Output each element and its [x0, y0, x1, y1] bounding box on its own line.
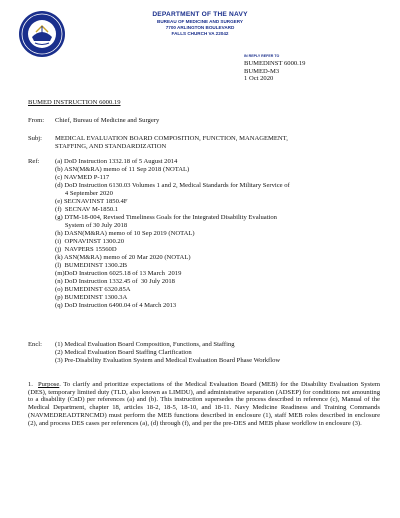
- purpose-number: 1.: [28, 381, 33, 388]
- ref-line: (n) DoD Instruction 1332.45 of 30 July 2018: [55, 278, 175, 285]
- letterhead-org: DEPARTMENT OF THE NAVY: [152, 11, 248, 18]
- encl-line: (2) Medical Evaluation Board Staffing Clarification: [55, 349, 192, 356]
- subj-line: MEDICAL EVALUATION BOARD COMPOSITION, FUNCTION, MANAGEMENT,: [55, 135, 288, 142]
- ssic-line: BUMED-M3: [244, 67, 280, 75]
- ref-line: System of 30 July 2018: [55, 222, 128, 229]
- ref-label: Ref:: [28, 158, 40, 165]
- encl-line: (3) Pre-Disability Evaluation System and Medical Evaluation Board Phase Workflow: [55, 357, 281, 364]
- subj-label: Subj:: [28, 135, 42, 142]
- letterhead-city: FALLS CHURCH VA 22042: [171, 31, 229, 36]
- ref-line: 4 September 2020: [55, 190, 113, 197]
- encl-line: (1) Medical Evaluation Board Composition, Functions, and Staffing: [55, 341, 235, 348]
- ref-line: (k) ASN(M&RA) memo of 20 Mar 2020 (NOTAL): [55, 254, 191, 261]
- ref-line: (p) BUMEDINST 1300.3A: [55, 294, 128, 301]
- ref-line: (i) OPNAVINST 1300.20: [55, 238, 124, 245]
- ssic-line: 1 Oct 2020: [244, 75, 274, 82]
- letterhead-bureau: BUREAU OF MEDICINE AND SURGERY: [157, 19, 243, 24]
- from-label: From:: [28, 117, 45, 124]
- encl-label: Encl:: [28, 341, 42, 348]
- letterhead-street: 7700 ARLINGTON BOULEVARD: [165, 25, 235, 30]
- ref-line: (o) BUMEDINST 6320.85A: [55, 286, 131, 293]
- ref-line: (h) DASN(M&RA) memo of 10 Sep 2019 (NOTAL): [55, 230, 195, 237]
- ref-line: (a) DoD Instruction 1332.18 of 5 August 2014: [55, 158, 178, 165]
- ref-line: (d) DoD Instruction 6130.03 Volumes 1 and 2, Medical Standards for Military Service of: [55, 182, 290, 189]
- purpose-heading: Purpose: [38, 381, 60, 388]
- ref-line: (b) ASN(M&RA) memo of 11 Sep 2018 (NOTAL): [55, 166, 190, 173]
- ref-line: (c) NAVMED P-117: [55, 174, 110, 181]
- ssic-line: BUMEDINST 6000.19: [244, 60, 306, 67]
- subj-line: STAFFING, AND STANDARDIZATION: [55, 143, 167, 150]
- ref-line: (l) BUMEDINST 1300.2B: [55, 262, 128, 269]
- from-text: Chief, Bureau of Medicine and Surgery: [55, 117, 160, 124]
- ref-line: (e) SECNAVINST 1850.4F: [55, 198, 128, 205]
- ref-line: (f) SECNAV M-1850.1: [55, 206, 119, 213]
- purpose-text: . To clarify and prioritize expectations of the Medical Evaluation Board (MEB) for the Disability Evaluation System (DES), temporary limited duty (TLD, also known as LIMDU), and administrative separation (ADSEP) for conditions not amounting to a disability (CnD) per references (a) and (b). This instruction supersedes the process described in reference (c), Manual of the Medical Department, chapter 18, articles 18-2, 18-5, 18-10, and 18-11. Navy Medicine Readiness and Training Commands (NAVMEDREADTRNCMD) must perform the MEB functions described in enclosure (1), staff MEB roles described in enclosure (2), and process DES cases per references (a), (d) through (f), and per the pre-DES and MEB phase workflow in enclosure (3).: [28, 381, 380, 427]
- refer-to-label: IN REPLY REFER TO: [244, 54, 280, 58]
- ref-line: (m)DoD Instruction 6025.18 of 13 March 2019: [55, 270, 182, 277]
- instruction-title: BUMED INSTRUCTION 6000.19: [28, 99, 121, 106]
- ref-line: (j) NAVPERS 15560D: [55, 246, 117, 253]
- purpose-paragraph: [28, 381, 380, 427]
- ref-line: (q) DoD Instruction 6490.04 of 4 March 2013: [55, 302, 177, 309]
- ref-line: (g) DTM-18-004, Revised Timeliness Goals for the Integrated Disability Evaluation: [55, 214, 277, 221]
